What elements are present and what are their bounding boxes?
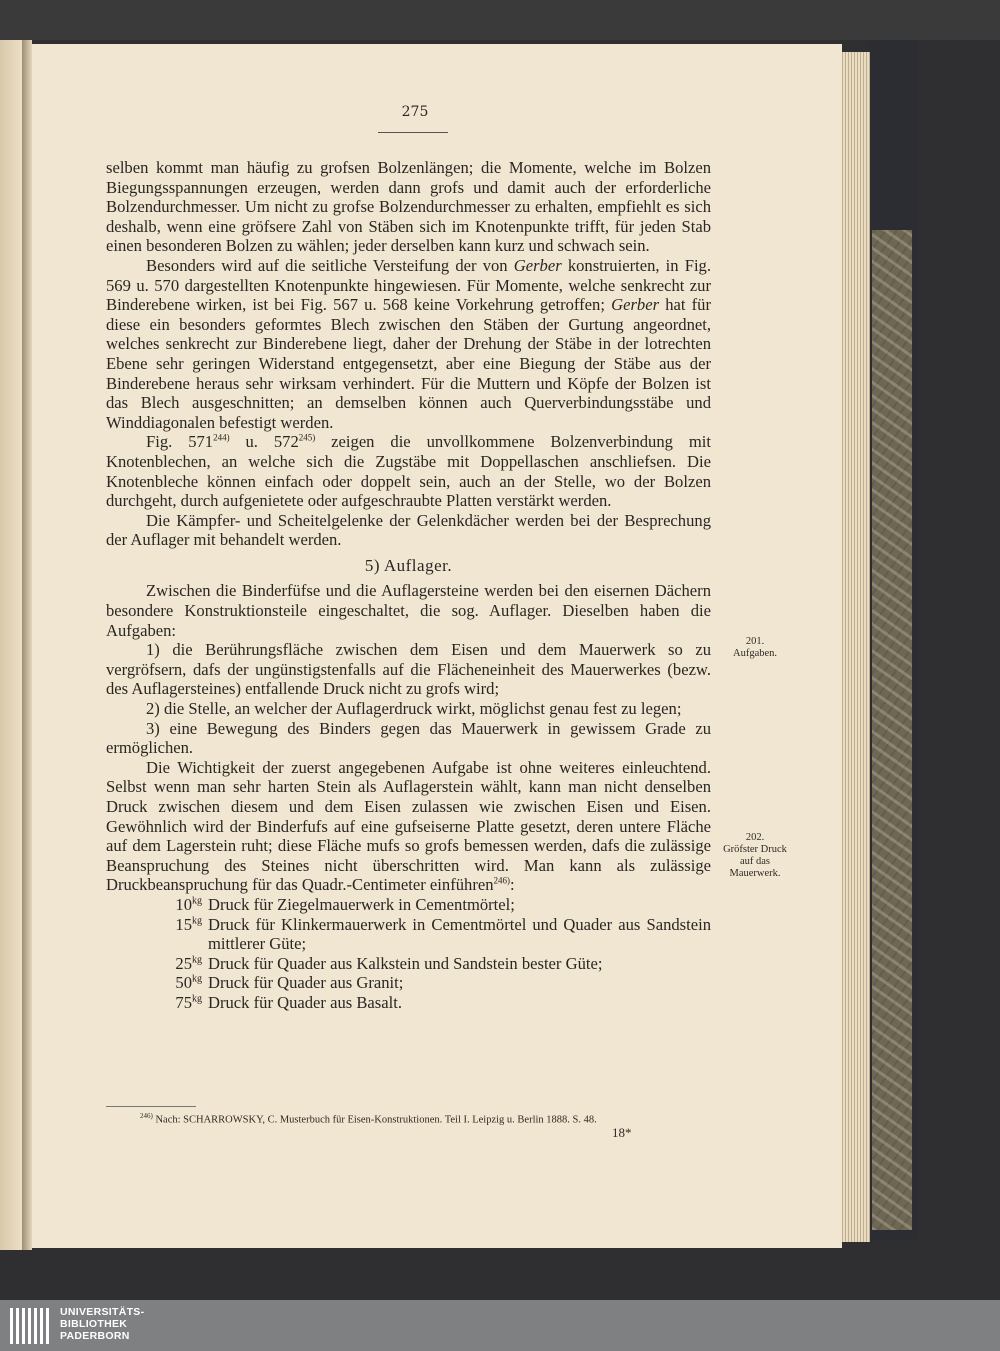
text-run: Fig. 571: [146, 432, 214, 452]
paragraph: selben kommt man häufig zu grofsen Bolzenlängen; die Momente, welche im Bolzen Biegungsspannungen erzeugen, werden dann grofs und damit auch der erforderliche Bolzendurchmesser. Um nicht zu grofse Bolzendurchmesser zu erhalten, empfiehlt es sich deshalb, wenn eine gröfsere Zahl von Stäben sich im Knotenpunkte trifft, für jeden Stab einen besonderen Bolzen zu wählen; jeder derselben kann kurz und schwach sein.: [106, 158, 711, 256]
margin-note-number: 201.: [745, 636, 765, 647]
text-run: :: [510, 875, 515, 895]
page-number-rule: [378, 132, 448, 133]
name-gerber: Gerber: [611, 295, 660, 315]
body-text: [106, 158, 711, 1013]
footnote-ref: 246): [493, 875, 511, 886]
margin-note-text: auf das: [739, 856, 771, 867]
load-row: [106, 993, 711, 1013]
load-description: Druck für Quader aus Granit;: [208, 973, 404, 993]
load-unit: kg: [192, 993, 202, 1005]
library-footer: [0, 1300, 1000, 1351]
load-value: [106, 993, 208, 1013]
load-number: 50: [175, 973, 192, 993]
text-run: Besonders wird auf die seitliche Versteifung der von: [146, 255, 514, 275]
footnote-ref: 244): [213, 432, 230, 443]
margin-note-text: Mauerwerk.: [729, 868, 781, 879]
signature-mark: 18*: [612, 1125, 632, 1140]
library-name-line: UNIVERSITÄTS-: [60, 1306, 145, 1318]
load-row: [106, 895, 711, 915]
load-description: Druck für Klinkermauerwerk in Cementmörtel und Quader aus Sandstein mittlerer Güte;: [208, 914, 711, 954]
text-run: zeigen die unvollkommene Bolzenverbindung mit Knotenblechen, an welche sich die Zugstäbe mit Doppellaschen anschliefsen. Die Knotenbleche können einfach oder doppelt sein, auch an der Stelle, wo der Bolzen durchgeht, durch aufgenietete oder aufgeschraubte Platten verstärkt werden.: [106, 432, 711, 511]
text-run: Die Wichtigkeit der zuerst angegebenen Aufgabe ist ohne weiteres einleuchtend. Selbst wenn man sehr harten Stein als Auflagerstein wählt, kann man nicht denselben Druck zwischen diesem und dem Eisen zulassen wie zwischen Eisen und Eisen. Gewöhnlich wird der Binderfufs auf eine gufseiserne Platte gesetzt, deren untere Fläche auf dem Lagerstein ruht; diese Fläche mufs so grofs bemessen werden, dafs die zulässige Beanspruchung des Steines nicht überschritten wird. Man kann als zulässige Druckbeanspruchung für das Quadr.-Centimeter einführen: [106, 757, 711, 895]
load-row: [106, 973, 711, 993]
load-value: [106, 973, 208, 993]
list-item: 1) die Berührungsfläche zwischen dem Eisen und dem Mauerwerk so zu vergröfsern, dafs der ungünstigstenfalls auf die Flächeneinheit des Mauerwerkes (bezw. des Auflagersteines) entfallende Druck nicht zu grofs wird;: [106, 640, 711, 699]
paragraph: [106, 758, 711, 895]
paragraph: Die Kämpfer- und Scheitelgelenke der Gelenkdächer werden bei der Besprechung der Auflager mit behandelt werden.: [106, 510, 711, 550]
library-name: [60, 1306, 144, 1342]
library-name-line: PADERBORN: [60, 1330, 130, 1342]
load-number: 10: [175, 894, 192, 914]
margin-note-text: Gröfster Druck: [723, 844, 787, 855]
text-run: hat für diese ein besonders geformtes Blech zwischen den Stäben der Gurtung angeordnet, welches senkrecht zur Binderebene liegt, daher der Drehung der Stäbe in der lotrechten Ebene sehr geringen Widerstand entgegensetzt, aber eine Biegung der Stäbe aus der Binderebene heraus sehr wirksam verhindert. Für die Muttern und Köpfe der Bolzen ist das Blech ausgeschnitten; an demselben können auch Querverbindungsstäbe und Winddiagonalen befestigt werden.: [106, 295, 712, 432]
load-value: [106, 895, 208, 915]
load-row: [106, 915, 711, 954]
section-heading: 5) Auflager.: [364, 555, 453, 575]
text-run: konstruierten, in Fig. 569 u. 570 dargestellten Knotenpunkte hingewiesen. Für Momente, welche senkrecht zur Binderebene wirken, ist bei Fig. 567 u. 568 keine Vorkehrung getroffen;: [106, 255, 711, 315]
list-item: 3) eine Bewegung des Binders gegen das Mauerwerk in gewissem Grade zu ermöglichen.: [106, 718, 711, 758]
footnote-ref: 245): [298, 432, 316, 443]
load-unit: kg: [192, 915, 202, 927]
text-run: u. 572: [229, 432, 299, 452]
load-unit: kg: [192, 895, 202, 907]
margin-note-201: [710, 636, 800, 660]
list-item: 2) die Stelle, an welcher der Auflagerdruck wirkt, möglichst genau fest zu legen;: [146, 699, 682, 719]
load-description: Druck für Ziegelmauerwerk in Cementmörtel;: [208, 894, 515, 914]
load-description: Druck für Quader aus Kalkstein und Sandstein bester Güte;: [208, 953, 603, 973]
library-logo-icon: [10, 1308, 50, 1344]
footnote: [140, 1112, 720, 1126]
load-value: [106, 954, 208, 974]
load-row: [106, 954, 711, 974]
margin-note-202: [710, 832, 800, 880]
marbled-cover: [872, 230, 912, 1230]
load-value: [106, 915, 208, 954]
footnote-marker: 246): [140, 1112, 153, 1120]
load-description: Druck für Quader aus Basalt.: [208, 992, 402, 1012]
margin-note-text: Aufgaben.: [732, 648, 778, 659]
paragraph: Zwischen die Binderfüfse und die Auflagersteine werden bei den eisernen Dächern besondere Konstruktionsteile eingeschaltet, die sog. Auflager. Dieselben haben die Aufgaben:: [106, 581, 711, 640]
margin-note-number: 202.: [745, 832, 765, 843]
library-name-line: BIBLIOTHEK: [60, 1318, 128, 1330]
page-number: 275: [401, 104, 429, 120]
load-unit: kg: [192, 954, 202, 966]
page-edges: [840, 52, 870, 1242]
load-number: 75: [175, 992, 192, 1012]
footnote-text: Nach: SCHARROWSKY, C. Musterbuch für Eisen-Konstruktionen. Teil I. Leipzig u. Berlin 1888. S. 48.: [152, 1114, 597, 1126]
book-cover-top: [0, 0, 1000, 40]
load-unit: kg: [192, 973, 202, 985]
name-gerber: Gerber: [513, 255, 562, 275]
gutter-shadow: [22, 40, 32, 1250]
paragraph: [106, 432, 711, 510]
footnote-rule: [106, 1106, 196, 1107]
load-number: 15: [175, 914, 192, 934]
paragraph: [106, 256, 711, 432]
load-number: 25: [175, 953, 192, 973]
